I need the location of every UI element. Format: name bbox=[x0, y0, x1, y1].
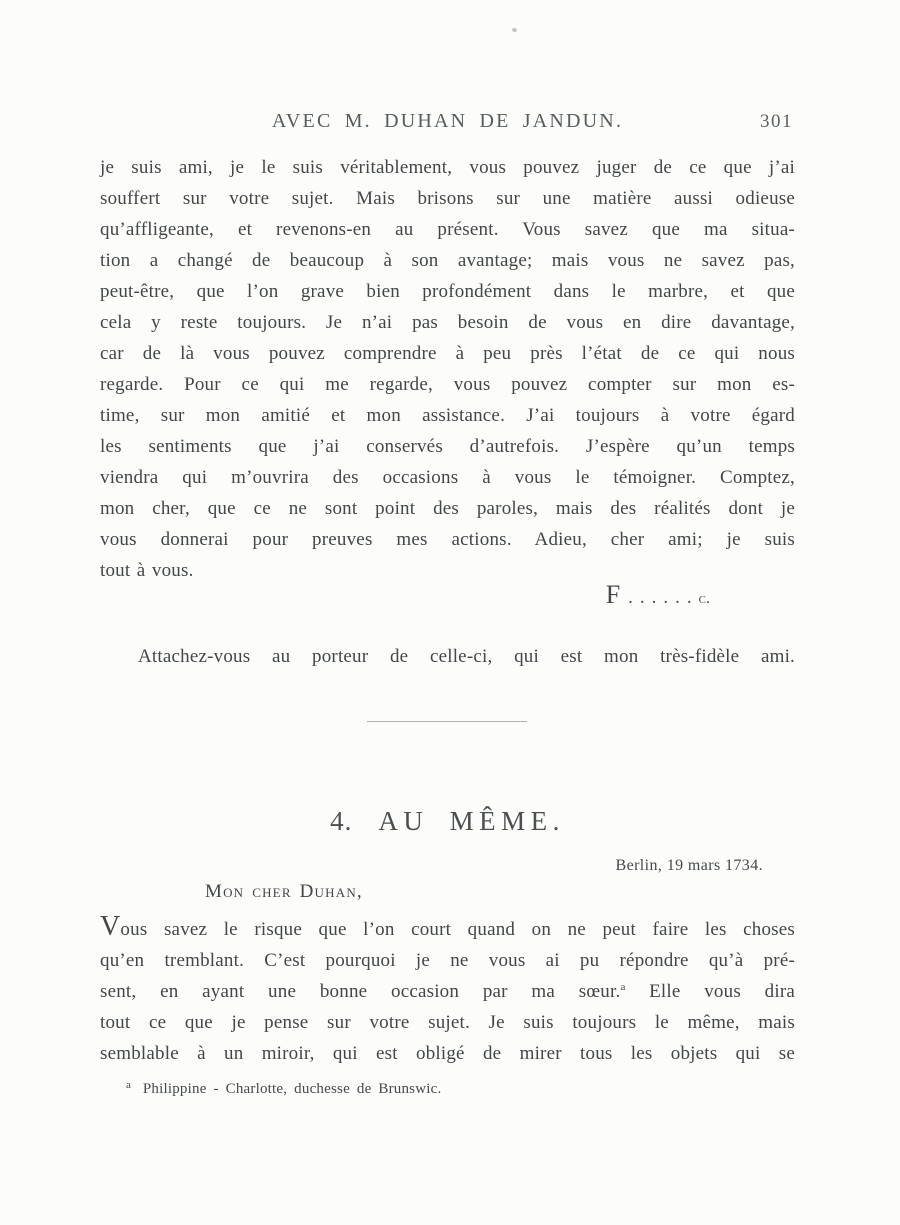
body-line: car de là vous pouvez comprendre à peu près l’état de ce qui nous bbox=[100, 343, 795, 364]
letter-body-previous bbox=[100, 152, 795, 586]
body-line: je suis ami, je le suis véritablement, vous pouvez juger de ce que j’ai bbox=[100, 157, 795, 178]
note-line-after: Elle vous dira bbox=[649, 981, 795, 1002]
body-line: peut-être, que l’on grave bien profondément dans le marbre, et que bbox=[100, 281, 795, 302]
body-line-last: tout à vous. bbox=[100, 560, 194, 581]
running-title: AVEC M. DUHAN DE JANDUN. bbox=[271, 110, 624, 132]
body-line: mon cher, que ce ne sont point des paroles, mais des réalités dont je bbox=[100, 498, 795, 519]
signature-initial: F bbox=[605, 580, 621, 609]
note-line-before: sent, en ayant une bonne occasion par ma sœur. bbox=[100, 981, 621, 1002]
heading-number: 4. bbox=[330, 806, 353, 836]
heading-title: AU MÊME. bbox=[378, 806, 565, 836]
body-line: Vous savez le risque que l’on court quand on ne peut faire les choses bbox=[100, 911, 795, 942]
body-line: viendra qui m’ouvrira des occasions à vous le témoigner. Comptez, bbox=[100, 467, 795, 488]
letter-signature bbox=[100, 580, 795, 610]
footnote-marker: a bbox=[126, 1079, 131, 1091]
body-line: qu’en tremblant. C’est pourquoi je ne vous ai pu répondre qu’à pré- bbox=[100, 950, 795, 971]
page-number: 301 bbox=[760, 111, 793, 132]
footnote-text: Philippine - Charlotte, duchesse de Brunswic. bbox=[142, 1081, 442, 1097]
signature-terminal: c. bbox=[698, 590, 710, 607]
body-line: tion a changé de beaucoup à son avantage; mais vous ne savez pas, bbox=[100, 250, 795, 271]
body-line: qu’affligeante, et revenons-en au présent. Vous savez que ma situa- bbox=[100, 219, 795, 240]
body-line: vous donnerai pour preuves mes actions. Adieu, cher ami; je suis bbox=[100, 529, 795, 550]
body-line: les sentiments que j’ai conservés d’autrefois. J’espère qu’un temps bbox=[100, 436, 795, 457]
scan-speck bbox=[511, 27, 517, 32]
signature-dots: ...... bbox=[628, 587, 699, 608]
body-line: cela y reste toujours. Je n’ai pas besoin de vous en dire davantage, bbox=[100, 312, 795, 333]
letter-body-new bbox=[100, 911, 795, 1069]
dateline: Berlin, 19 mars 1734. bbox=[615, 857, 763, 874]
running-head bbox=[100, 110, 795, 140]
letter-heading bbox=[100, 806, 795, 837]
body-line: regarde. Pour ce qui me regarde, vous pouvez compter sur mon es- bbox=[100, 374, 795, 395]
body-line: semblable à un miroir, qui est obligé de mirer tous les objets qui se bbox=[100, 1043, 795, 1064]
postscript-line: Attachez-vous au porteur de celle-ci, qui est mon très-fidèle ami. bbox=[138, 646, 795, 667]
footnote bbox=[100, 1081, 795, 1098]
body-line-with-note bbox=[100, 976, 795, 1007]
body-line: tout ce que je pense sur votre sujet. Je suis toujours le même, mais bbox=[100, 1012, 795, 1033]
section-divider-rule bbox=[367, 721, 527, 722]
body-line: time, sur mon amitié et mon assistance. J’ai toujours à votre égard bbox=[100, 405, 795, 426]
footnote-ref: a bbox=[620, 981, 626, 993]
salutation: Mon cher Duhan, bbox=[205, 881, 363, 902]
body-line: souffert sur votre sujet. Mais brisons sur une matière aussi odieuse bbox=[100, 188, 795, 209]
